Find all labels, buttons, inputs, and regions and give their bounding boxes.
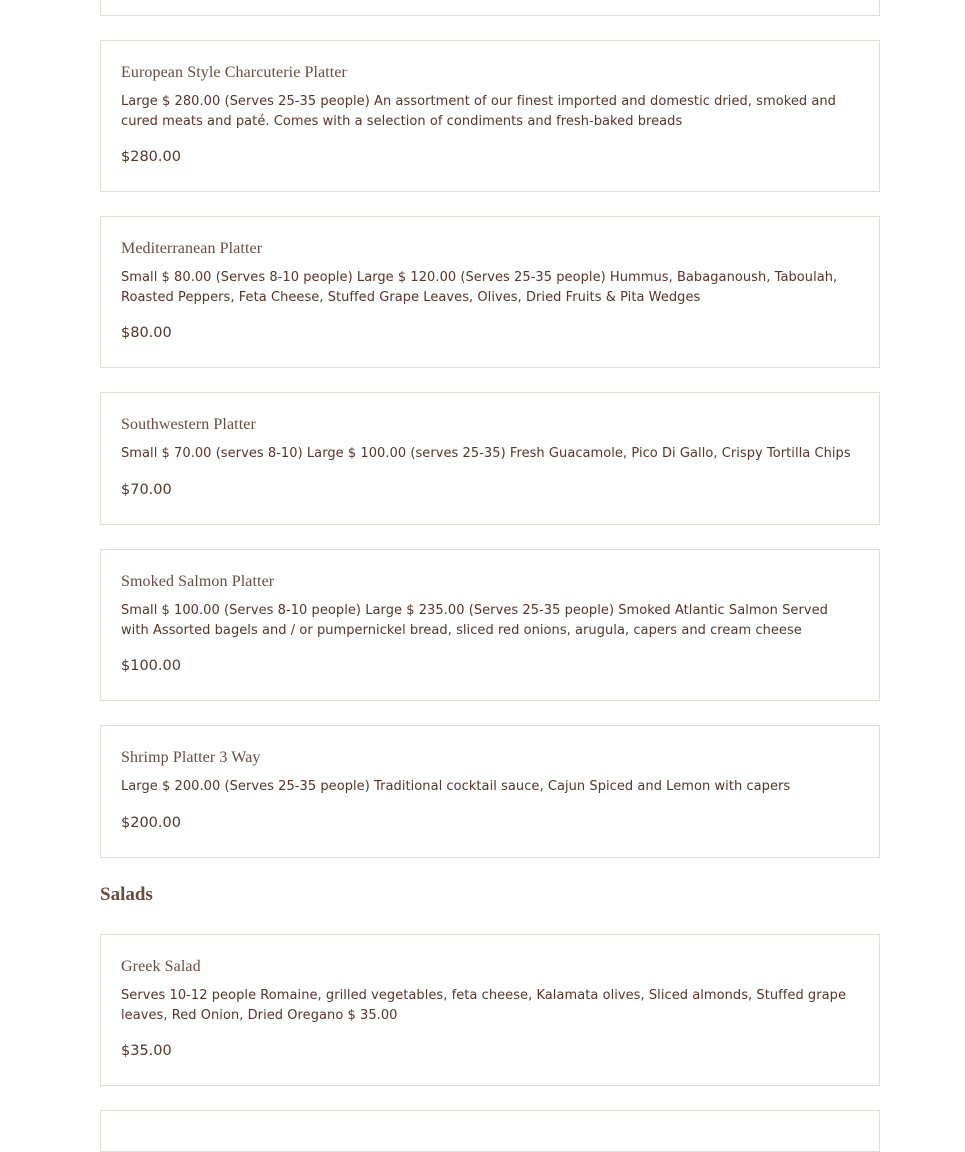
menu-item-description: Small $ 100.00 (Serves 8-10 people) Large $ 235.00 (Serves 25-35 people) Smoked Atlantic Salmon Served with Assorted bagels and / or pumpernickel bread, sliced red onions, arugula, capers and cream cheese: [121, 603, 828, 638]
menu-item-card: [100, 549, 880, 701]
menu-item-description: Small $ 80.00 (Serves 8-10 people) Large $ 120.00 (Serves 25-35 people) Hummus, Babaganoush, Taboulah, Roasted Peppers, Feta Cheese, Stuffed Grape Leaves, Olives, Dried Fruits & Pita Wedges: [121, 270, 838, 305]
section-title-salads: Salads: [100, 884, 153, 905]
menu-item-title: Greek Salad: [121, 958, 201, 975]
menu-item-card: [100, 392, 880, 525]
menu-item-card-partial-bottom: [100, 1110, 880, 1152]
menu-item-price: $35.00: [121, 1043, 172, 1059]
menu-item-card-partial-top: [100, 0, 880, 16]
menu-item-card: [100, 725, 880, 858]
menu-item-description: Small $ 70.00 (serves 8-10) Large $ 100.00 (serves 25-35) Fresh Guacamole, Pico Di Gallo, Crispy Tortilla Chips: [121, 446, 851, 461]
menu-item-title: Shrimp Platter 3 Way: [121, 749, 261, 766]
menu-item-title: Smoked Salmon Platter: [121, 573, 275, 590]
menu-item-description: Serves 10-12 people Romaine, grilled vegetables, feta cheese, Kalamata olives, Sliced almonds, Stuffed grape leaves, Red Onion, Dried Oregano $ 35.00: [121, 988, 846, 1023]
menu-item-card: [100, 40, 880, 192]
menu-item-price: $200.00: [121, 815, 181, 831]
menu-item-title: European Style Charcuterie Platter: [121, 64, 347, 81]
menu-item-card: [100, 216, 880, 368]
menu-item-card: [100, 934, 880, 1086]
menu-item-title: Southwestern Platter: [121, 416, 256, 433]
menu-item-description: Large $ 200.00 (Serves 25-35 people) Traditional cocktail sauce, Cajun Spiced and Lemon with capers: [121, 779, 791, 794]
menu-item-price: $70.00: [121, 482, 172, 498]
menu-item-price: $80.00: [121, 325, 172, 341]
menu-item-price: $280.00: [121, 149, 181, 165]
menu-item-price: $100.00: [121, 658, 181, 674]
menu-item-title: Mediterranean Platter: [121, 240, 263, 257]
menu-item-description: Large $ 280.00 (Serves 25-35 people) An assortment of our finest imported and domestic dried, smoked and cured meats and paté. Comes with a selection of condiments and fresh-baked breads: [121, 94, 836, 129]
